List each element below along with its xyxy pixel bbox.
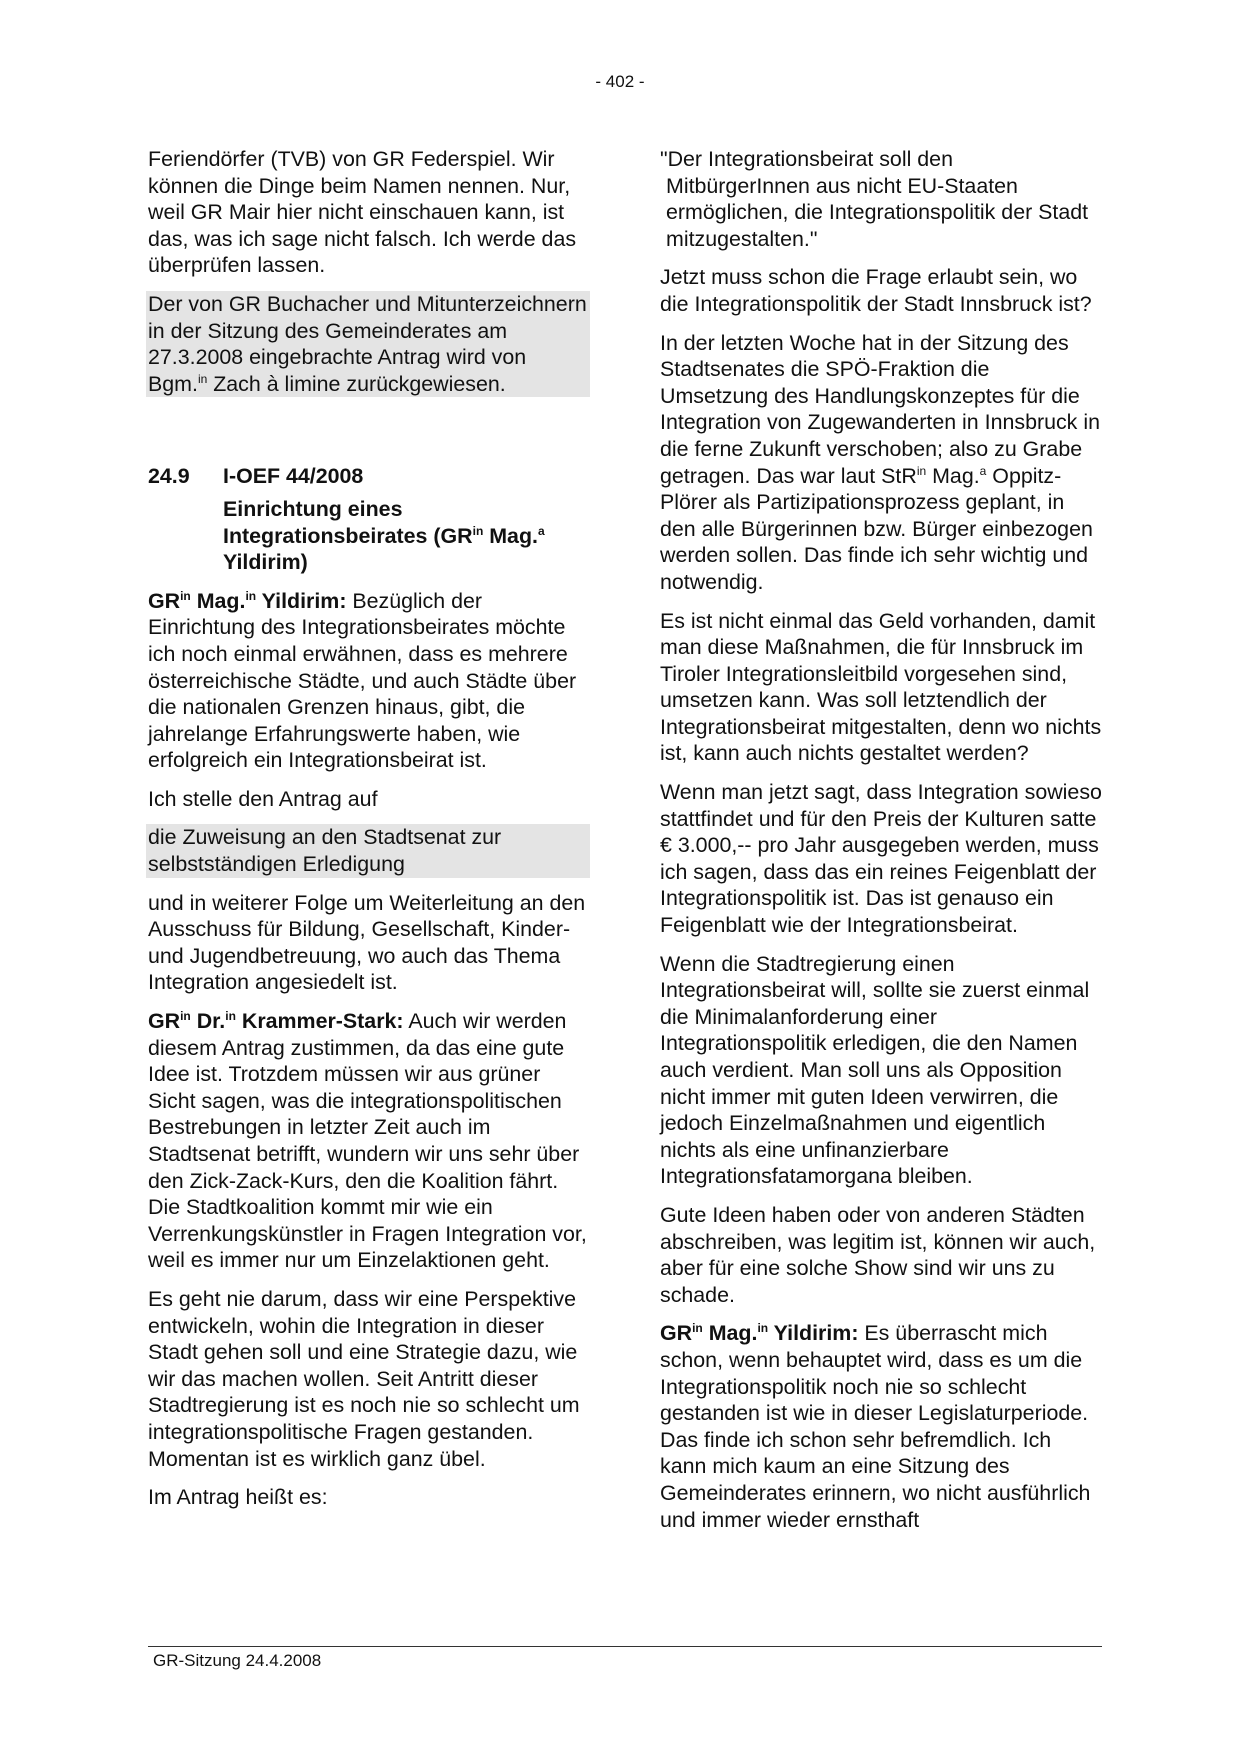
right-column <box>660 146 1102 1545</box>
quote: "Der Integrationsbeirat soll den MitbürgerInnen aus nicht EU-Staaten ermöglichen, die Integrationspolitik der Stadt mitzugestalten." <box>660 147 1089 251</box>
speaker-text: GR <box>148 1009 181 1034</box>
speaker-text: Yildirim: <box>768 1321 859 1346</box>
subtitle-text: Mag. <box>483 523 538 548</box>
highlighted-motion: die Zuweisung an den Stadtsenat zur selbstständigen Erledigung <box>146 824 590 877</box>
paragraph-text: In der letzten Woche hat in der Sitzung des Stadtsenates die SPÖ-Fraktion die Umsetzung des Handlungskonzeptes für die Integration von Zugewanderten in Innsbruck in die ferne Zukunft verschoben; also zu Grabe getragen. Das war laut StR <box>660 330 1100 488</box>
superscript: in <box>180 1008 191 1023</box>
footer-divider <box>148 1646 1102 1647</box>
speaker-text: Yildirim: <box>256 588 347 613</box>
speaker-text: Krammer-Stark: <box>235 1009 404 1034</box>
agenda-heading <box>148 463 590 490</box>
footer-text: GR-Sitzung 24.4.2008 <box>153 1651 322 1670</box>
paragraph: und in weiterer Folge um Weiterleitung an den Ausschuss für Bildung, Gesellschaft, Kinder- und Jugendbetreuung, wo auch das Thema Integration angesiedelt ist. <box>148 890 586 995</box>
agenda-number: 24.9 <box>148 464 190 489</box>
agenda-title: I-OEF 44/2008 <box>223 464 364 489</box>
speaker-text: GR <box>148 588 181 613</box>
paragraph: Gute Ideen haben oder von anderen Städten abschreiben, was legitim ist, können wir auch, aber für eine solche Show sind wir uns zu schade. <box>660 1202 1096 1307</box>
paragraph: Es geht nie darum, dass wir eine Perspektive entwickeln, wohin die Integration in dieser Stadt gehen soll und eine Strategie dazu, wie wir das machen wollen. Seit Antritt dieser Stadtregierung ist es noch nie so schlecht um integrationspolitische Fragen gestanden. Momentan ist es wirklich ganz übel. <box>148 1286 580 1471</box>
paragraph: Wenn man jetzt sagt, dass Integration sowieso stattfindet und für den Preis der Kulturen satte € 3.000,-- pro Jahr ausgegeben werden, muss ich sagen, dass das ein reines Feigenblatt der Integrationspolitik ist. Das ist genauso ein Feigenblatt wie der Integrationsbeirat. <box>660 780 1102 938</box>
speaker-text: Dr. <box>190 1009 226 1034</box>
subtitle-text: Einrichtung eines Integrationsbeirates (GR <box>223 496 473 548</box>
speaker-text: Mag. <box>190 588 246 613</box>
superscript: in <box>225 1008 236 1023</box>
superscript: a <box>979 463 987 478</box>
paragraph: Ich stelle den Antrag auf <box>148 786 378 811</box>
paragraph: Feriendörfer (TVB) von GR Federspiel. Wir können die Dinge beim Namen nennen. Nur, weil GR Mair hier nicht einschauen kann, ist das, was ich sage nicht falsch. Ich werde das überprüfen lassen. <box>148 147 577 278</box>
agenda-subtitle <box>148 496 590 576</box>
left-column <box>148 146 590 1523</box>
paragraph-text: Mag. <box>926 463 980 488</box>
superscript: in <box>180 588 191 603</box>
resolution-text: Zach à limine zurückgewiesen. <box>207 371 506 396</box>
speaker-name <box>148 1009 404 1033</box>
speech-paragraph <box>148 588 590 774</box>
superscript: in <box>916 463 927 478</box>
speech-text: Auch wir werden diesem Antrag zustimmen, da das eine gute Idee ist. Trotzdem müssen wir aus grüner Sicht sagen, was die integrationspolitischen Bestrebungen in letzter Zeit auch im Stadtsenat betrifft, wundern wir uns sehr über den Zick-Zack-Kurs, den die Koalition fährt. Die Stadtkoalition kommt mir wie ein Verrenkungskünstler in Fragen Integration vor, weil es immer nur um Einzelaktionen geht. <box>148 1009 587 1273</box>
paragraph: Wenn die Stadtregierung einen Integrationsbeirat will, sollte sie zuerst einmal die Minimalanforderung einer Integrationspolitik erledigen, die den Namen auch verdient. Man soll uns als Opposition nicht immer mit guten Ideen verwirren, die jedoch Einzelmaßnahmen und eigentlich nichts als eine unfinanzierbare Integrationsfatamorgana bleiben. <box>660 951 1090 1189</box>
paragraph: Es ist nicht einmal das Geld vorhanden, damit man diese Maßnahmen, die für Innsbruck im Tiroler Integrationsleitbild vorgesehen sind, umsetzen kann. Was soll letztendlich der Integrationsbeirat mitgestalten, denn wo nichts ist, kann auch nichts gestaltet werden? <box>660 608 1102 766</box>
paragraph-text: Oppitz-Plörer als Partizipationsprozess geplant, in den alle Bürgerinnen bzw. Bürger einbezogen werden sollen. Das finde ich sehr wichtig und notwendig. <box>660 463 1093 594</box>
speaker-text: Mag. <box>702 1321 758 1346</box>
superscript: a <box>537 523 545 538</box>
speech-text: Es überrascht mich schon, wenn behauptet wird, dass es um die Integrationspolitik noch nie so schlecht gestanden ist wie in dieser Legislaturperiode. Das finde ich schon sehr befremdlich. Ich kann mich kaum an eine Sitzung des Gemeinderates erinnern, wo nicht ausführlich und immer wieder ernsthaft <box>660 1321 1091 1532</box>
speech-text: Bezüglich der Einrichtung des Integrationsbeirates möchte ich noch einmal erwähnen, dass es mehrere österreichische Städte, und auch Städte über die nationalen Grenzen hinaus, gibt, die jahrelange Erfahrungswerte haben, wie erfolgreich ein Integrationsbeirat ist. <box>148 588 577 773</box>
speech-paragraph <box>148 1008 590 1274</box>
speaker-text: GR <box>660 1321 693 1346</box>
page-number: - 402 - <box>595 72 645 91</box>
superscript: in <box>245 588 257 603</box>
speaker-name <box>148 589 346 613</box>
superscript: in <box>692 1321 703 1336</box>
paragraph: Jetzt muss schon die Frage erlaubt sein, wo die Integrationspolitik der Stadt Innsbruck ist? <box>660 265 1092 316</box>
highlighted-resolution <box>146 291 590 397</box>
subtitle-text: Yildirim) <box>223 550 308 575</box>
superscript: in <box>472 523 484 538</box>
paragraph: Im Antrag heißt es: <box>148 1485 328 1510</box>
superscript: in <box>757 1321 769 1336</box>
superscript: in <box>197 371 208 386</box>
speaker-name <box>660 1321 858 1345</box>
paragraph <box>660 330 1102 596</box>
resolution-text: Der von GR Buchacher und Mitunterzeichnern in der Sitzung des Gemeinderates am 27.3.2008 eingebrachte Antrag wird von Bgm. <box>148 291 587 396</box>
speech-paragraph <box>660 1320 1102 1533</box>
